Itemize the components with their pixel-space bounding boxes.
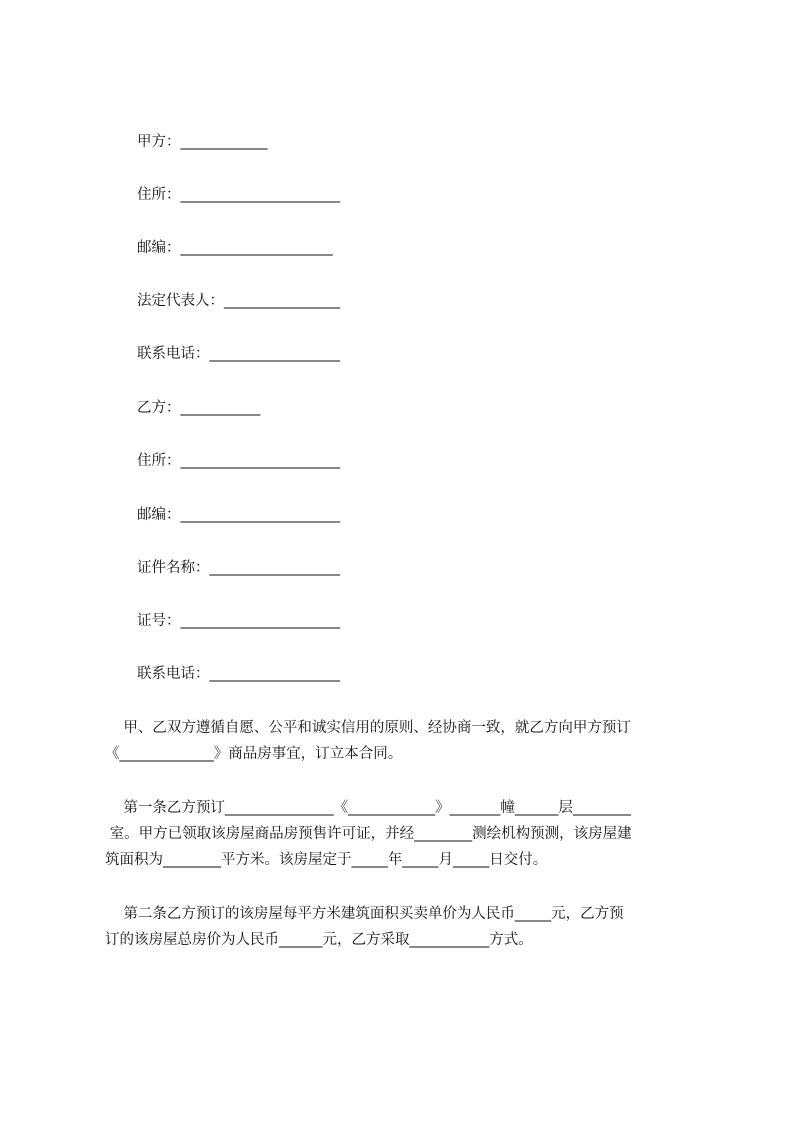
party-a-address-line: 住所：______________________	[137, 187, 340, 203]
party-a-legal-rep-line: 法定代表人：________________	[137, 293, 340, 309]
party-a-name-line: 甲方：____________	[137, 134, 268, 150]
article-2-line-1: 第二条乙方预订的该房屋每平方米建筑面积买卖单价为人民币_____元，乙方预	[105, 906, 624, 922]
preamble-line-2: 《_____________》商品房事宜，订立本合同。	[105, 746, 403, 762]
article-2-paragraph	[105, 904, 705, 984]
party-b-postcode-line: 邮编：______________________	[137, 507, 340, 523]
preamble-line-1: 甲、乙双方遵循自愿、公平和诚实信用的原则、经协商一致，就乙方向甲方预订	[105, 720, 631, 736]
party-b-phone-line: 联系电话：__________________	[137, 666, 340, 682]
party-a-postcode-line: 邮编：_____________________	[137, 240, 333, 256]
party-b-name-line: 乙方：___________	[137, 400, 261, 416]
party-b-id-number-line: 证号：______________________	[137, 613, 340, 629]
party-b-id-type-line: 证件名称：__________________	[137, 560, 340, 576]
article-2-line-2: 订的该房屋总房价为人民币______元，乙方采取___________方式。	[105, 932, 533, 948]
party-a-phone-line: 联系电话：__________________	[137, 346, 340, 362]
article-1-paragraph	[105, 798, 705, 898]
article-1-line-3: 筑面积为________平方米。该房屋定于_____年_____月_____日交付。	[105, 852, 548, 868]
preamble-paragraph	[105, 718, 705, 798]
article-1-line-2: 室。甲方已领取该房屋商品房预售许可证，并经________测绘机构预测，该房屋建	[105, 826, 632, 842]
article-1-line-1: 第一条乙方预订_______________《____________》_______幢______层________	[105, 800, 631, 816]
party-b-address-line: 住所：______________________	[137, 453, 340, 469]
